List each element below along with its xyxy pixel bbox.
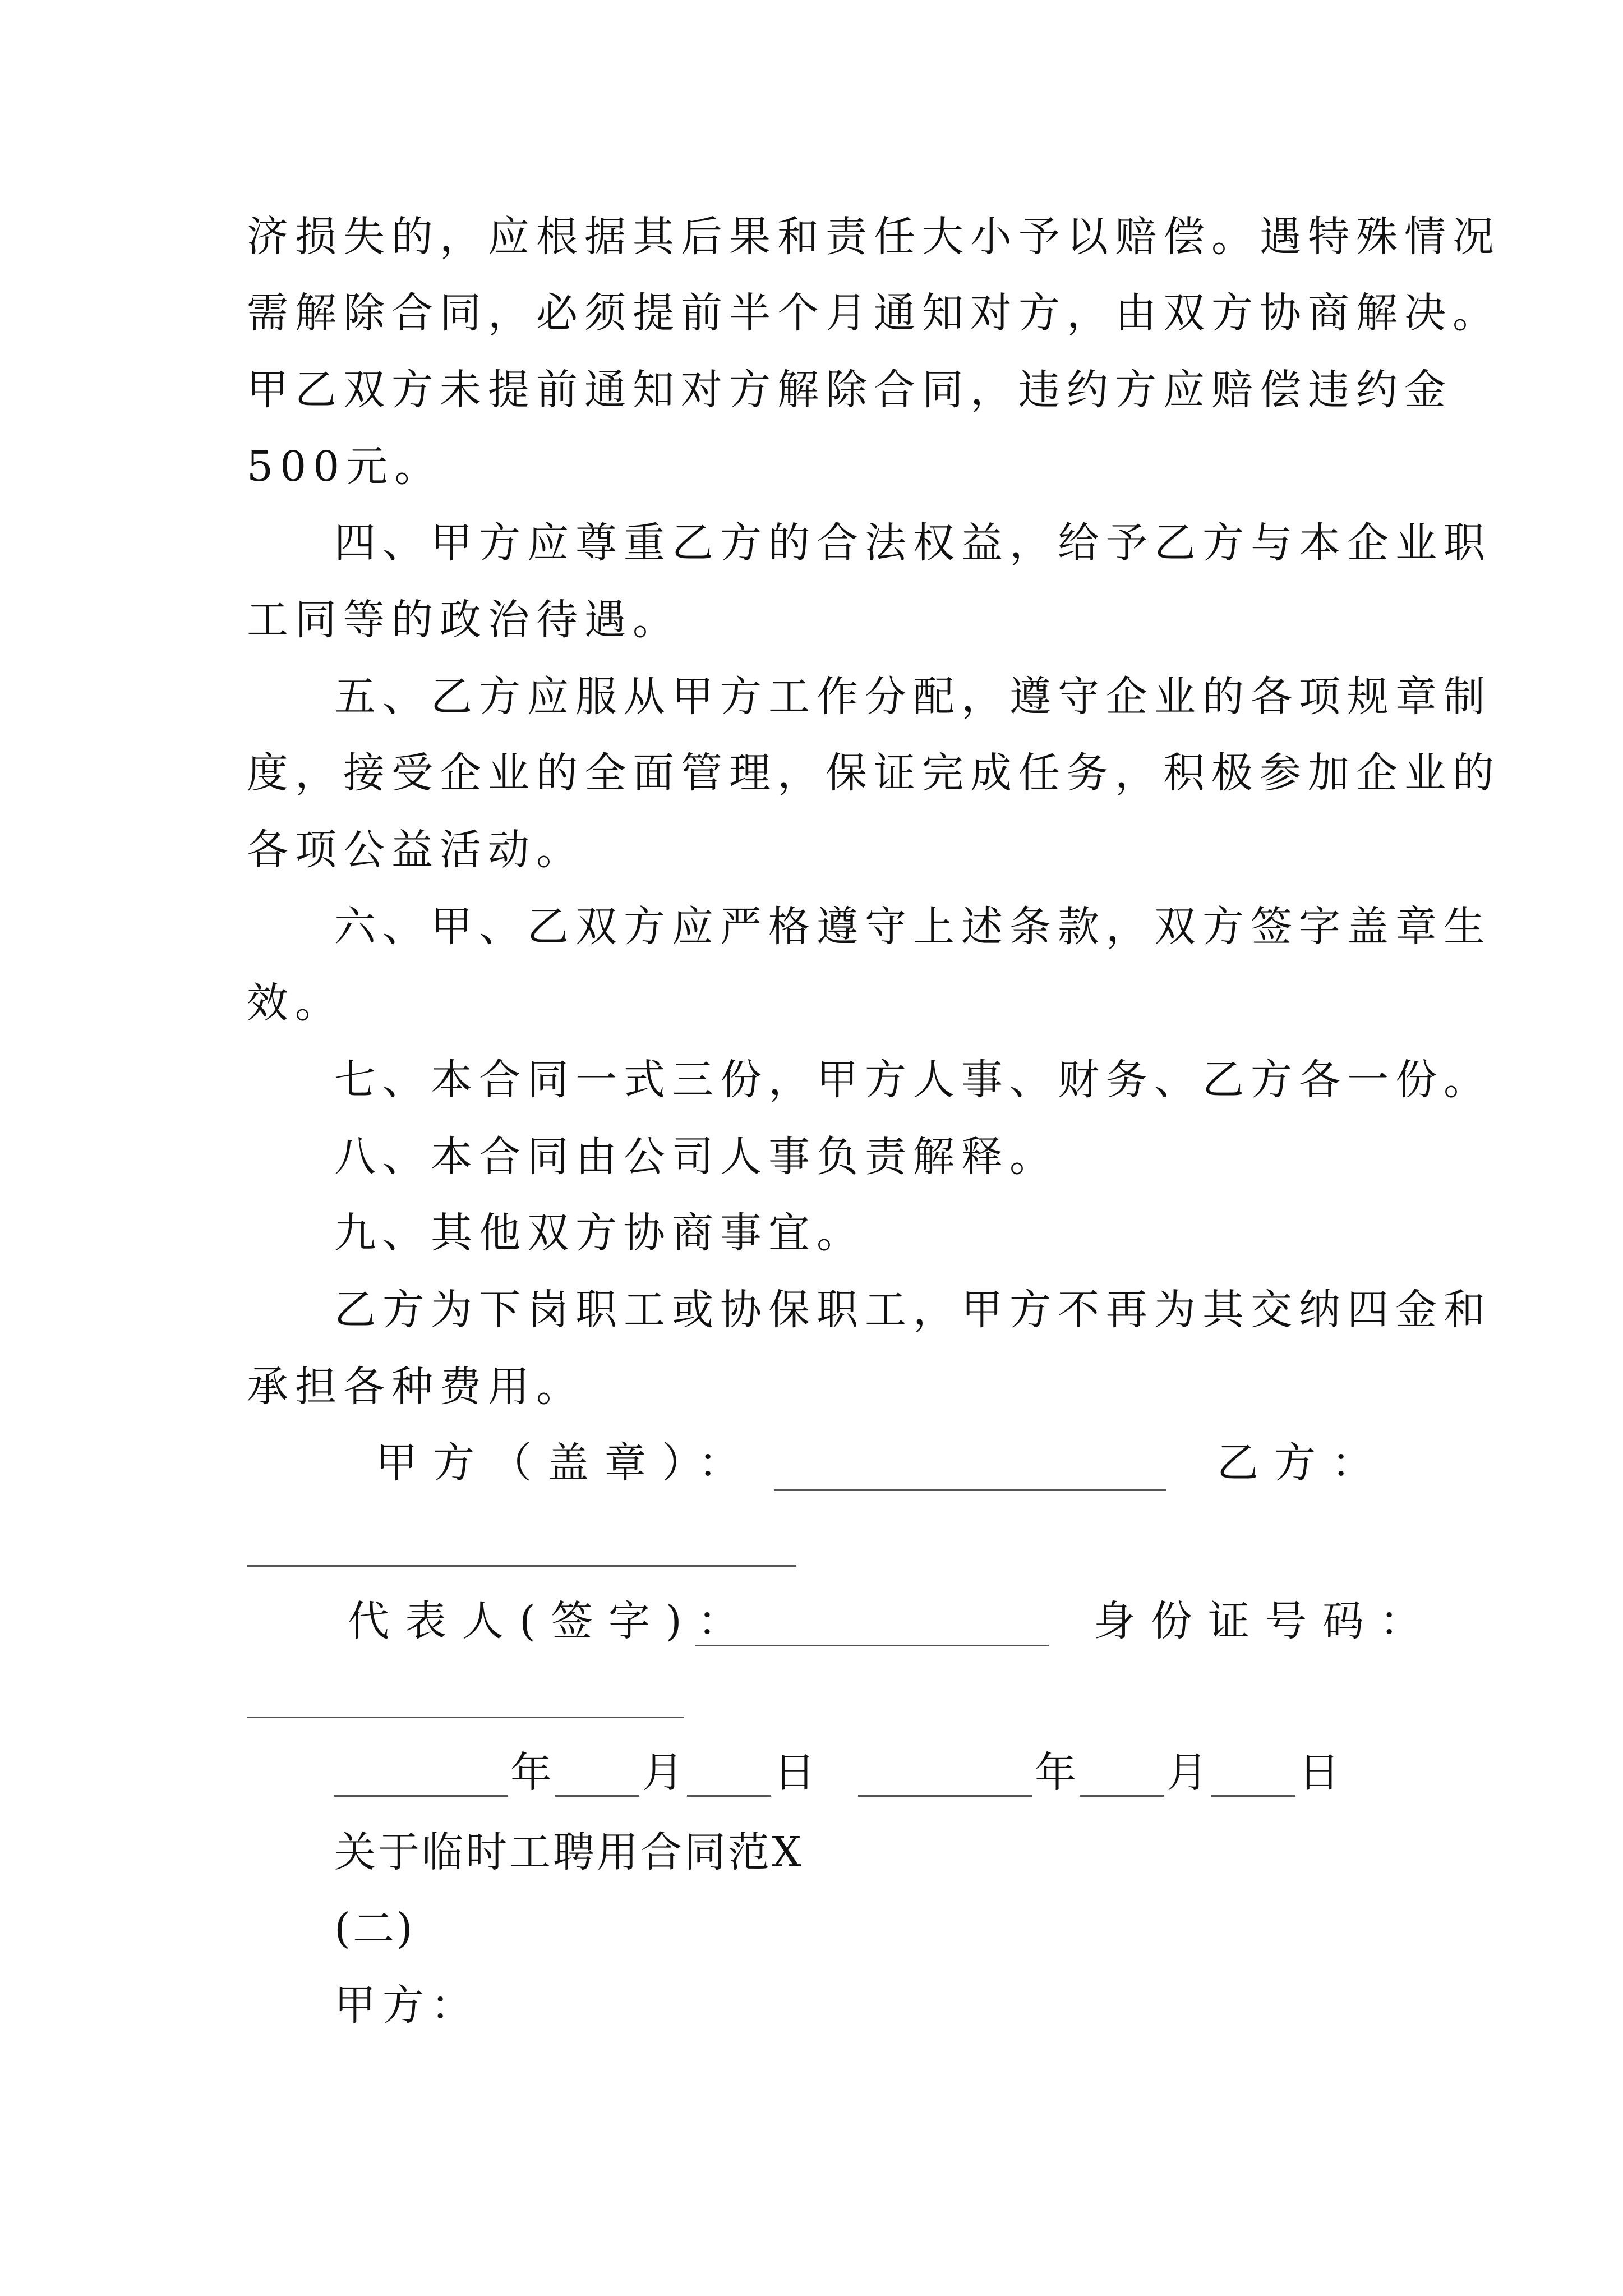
note-line: 乙方为下岗职工或协保职工，甲方不再为其交纳四金和 xyxy=(334,1286,1492,1334)
text-line: 工同等的政治待遇。 xyxy=(247,596,681,644)
clause-4: 四、甲方应尊重乙方的合法权益，给予乙方与本企业职 xyxy=(334,519,1492,567)
date-year-blank-a xyxy=(334,1795,508,1797)
representative-label: 代表人(签字)： xyxy=(348,1597,755,1645)
party-b-blank xyxy=(247,1565,796,1567)
text-line: 500元。 xyxy=(247,443,443,491)
text-line: 各项公益活动。 xyxy=(247,826,584,874)
party-b-label: 乙方： xyxy=(1217,1439,1389,1487)
date-year-a: 年 xyxy=(510,1749,559,1797)
date-year-b: 年 xyxy=(1035,1749,1083,1797)
date-day-a: 日 xyxy=(774,1749,822,1797)
date-day-b: 日 xyxy=(1298,1749,1347,1797)
text-line: 需解除合同，必须提前半个月通知对方，由双方协商解决。 xyxy=(247,289,1501,337)
date-month-blank-b xyxy=(1080,1795,1164,1797)
text-line: 甲乙双方未提前通知对方解除合同，违约方应赔偿违约金 xyxy=(247,366,1453,414)
date-year-blank-b xyxy=(858,1795,1032,1797)
date-month-blank-a xyxy=(555,1795,639,1797)
representative-blank xyxy=(695,1645,1049,1646)
section-subtitle: (二) xyxy=(334,1904,415,1953)
party-a-seal-label: 甲方（盖章）： xyxy=(376,1439,755,1487)
clause-5: 五、乙方应服从甲方工作分配，遵守企业的各项规章制 xyxy=(334,673,1492,721)
clause-8: 八、本合同由公司人事负责解释。 xyxy=(334,1133,1058,1181)
date-day-blank-a xyxy=(687,1795,771,1797)
id-number-label: 身份证号码： xyxy=(1094,1597,1437,1645)
party-a-seal-blank xyxy=(774,1489,1166,1491)
clause-7: 七、本合同一式三份，甲方人事、财务、乙方各一份。 xyxy=(334,1056,1492,1104)
text-line: 效。 xyxy=(247,979,343,1027)
date-month-a: 月 xyxy=(642,1749,690,1797)
text-line: 济损失的，应根据其后果和责任大小予以赔偿。遇特殊情况 xyxy=(247,213,1501,261)
party-a-heading: 甲方： xyxy=(334,1981,479,2030)
clause-9: 九、其他双方协商事宜。 xyxy=(334,1209,865,1257)
text-line: 度，接受企业的全面管理，保证完成任务，积极参加企业的 xyxy=(247,749,1501,797)
date-day-blank-b xyxy=(1211,1795,1295,1797)
date-month-b: 月 xyxy=(1166,1749,1215,1797)
id-number-blank xyxy=(247,1717,684,1718)
section-title: 关于临时工聘用合同范X xyxy=(334,1828,804,1876)
text-line: 承担各种费用。 xyxy=(247,1363,584,1411)
clause-6: 六、甲、乙双方应严格遵守上述条款，双方签字盖章生 xyxy=(334,903,1492,951)
